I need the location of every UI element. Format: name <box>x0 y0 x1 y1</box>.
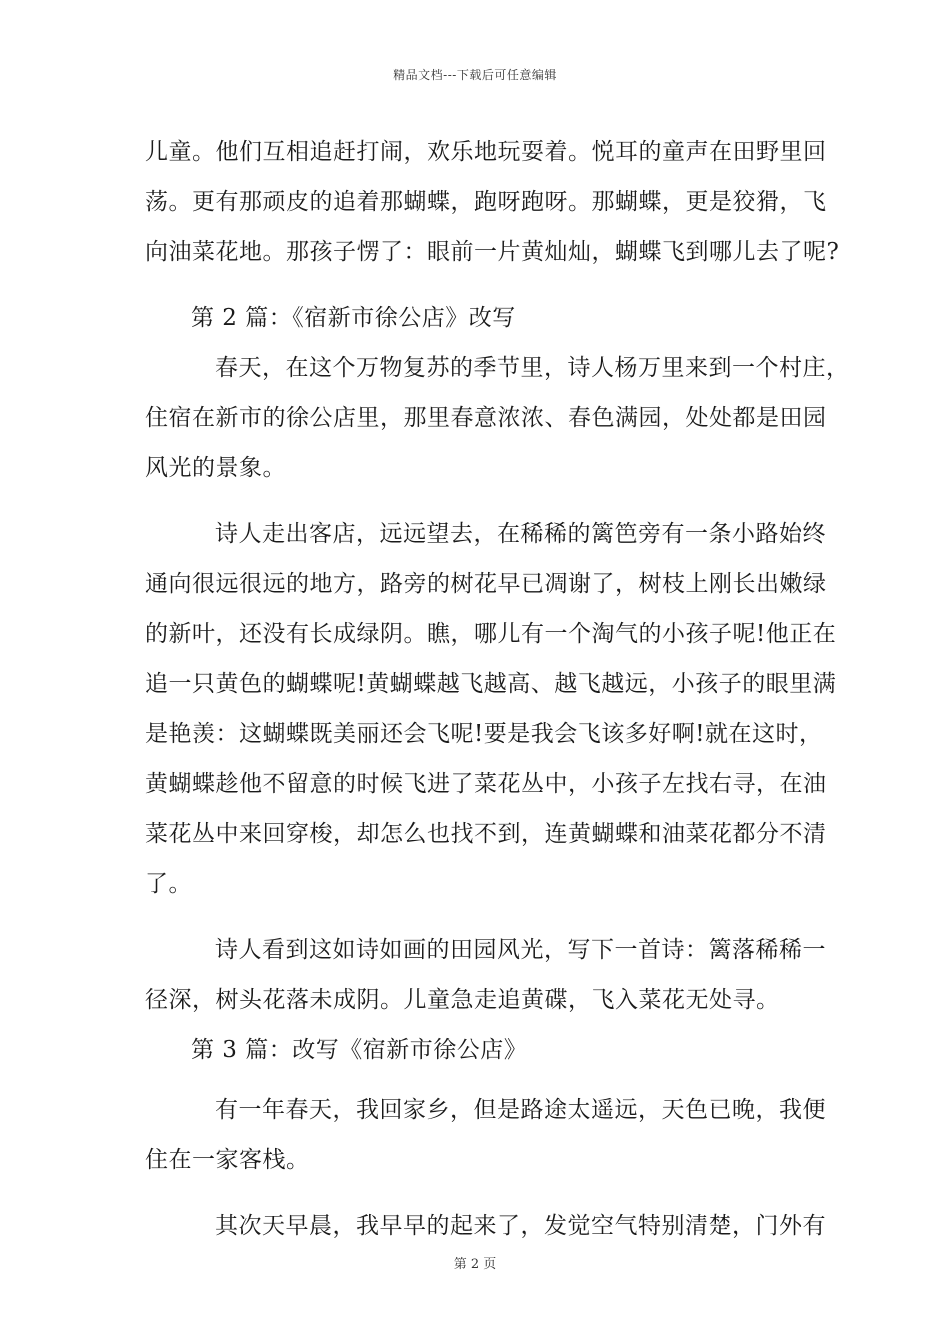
paragraph-line: 其次天早晨，我早早的起来了，发觉空气特别清楚，门外有 <box>215 1213 826 1239</box>
document-body <box>145 127 850 1251</box>
paragraph-line: 黄蝴蝶趁他不留意的时候飞进了菜花丛中，小孩子左找右寻，在油 <box>145 771 827 797</box>
paragraph-line: 追一只黄色的蝴蝶呢!黄蝴蝶越飞越高、越飞越远，小孩子的眼里满 <box>145 671 837 697</box>
paragraph-line: 有一年春天，我回家乡，但是路途太遥远，天色已晚，我便 <box>215 1097 826 1123</box>
paragraph-line: 住宿在新市的徐公店里，那里春意浓浓、春色满园，处处都是田园 <box>145 405 827 431</box>
paragraph-line: 的新叶，还没有长成绿阴。瞧，哪儿有一个淘气的小孩子呢!他正在 <box>145 621 837 647</box>
section-heading-2: 第 2 篇：《宿新市徐公店》改写 <box>191 305 516 331</box>
paragraph-line: 是艳羡：这蝴蝶既美丽还会飞呢!要是我会飞该多好啊!就在这时， <box>145 721 823 747</box>
paragraph-line: 住在一家客栈。 <box>145 1147 310 1173</box>
paragraph-line: 荡。更有那顽皮的追着那蝴蝶，跑呀跑呀。那蝴蝶，更是狡猾，飞 <box>145 189 827 215</box>
paragraph-line: 通向很远很远的地方，路旁的树花早已凋谢了，树枝上刚长出嫩绿 <box>145 571 827 597</box>
paragraph-line: 风光的景象。 <box>145 455 286 481</box>
page-number: 第 2 页 <box>453 1257 497 1272</box>
paragraph-line: 春天，在这个万物复苏的季节里，诗人杨万里来到一个村庄， <box>215 355 850 381</box>
section-heading-3: 第 3 篇：改写《宿新市徐公店》 <box>191 1037 528 1063</box>
page-header: 精品文档---下载后可任意编辑 <box>393 68 557 82</box>
paragraph-line: 了。 <box>145 871 192 897</box>
paragraph-line: 儿童。他们互相追赶打闹，欢乐地玩耍着。悦耳的童声在田野里回 <box>145 139 827 165</box>
paragraph-line: 菜花丛中来回穿梭，却怎么也找不到，连黄蝴蝶和油菜花都分不清 <box>145 821 827 847</box>
paragraph-line: 径深，树头花落未成阴。儿童急走追黄碟，飞入菜花无处寻。 <box>145 987 780 1013</box>
paragraph-line: 诗人走出客店，远远望去，在稀稀的篱笆旁有一条小路始终 <box>215 521 826 547</box>
paragraph-line: 向油菜花地。那孩子愣了：眼前一片黄灿灿，蝴蝶飞到哪儿去了呢? <box>145 239 840 265</box>
paragraph-line: 诗人看到这如诗如画的田园风光，写下一首诗：篱落稀稀一 <box>215 937 826 963</box>
